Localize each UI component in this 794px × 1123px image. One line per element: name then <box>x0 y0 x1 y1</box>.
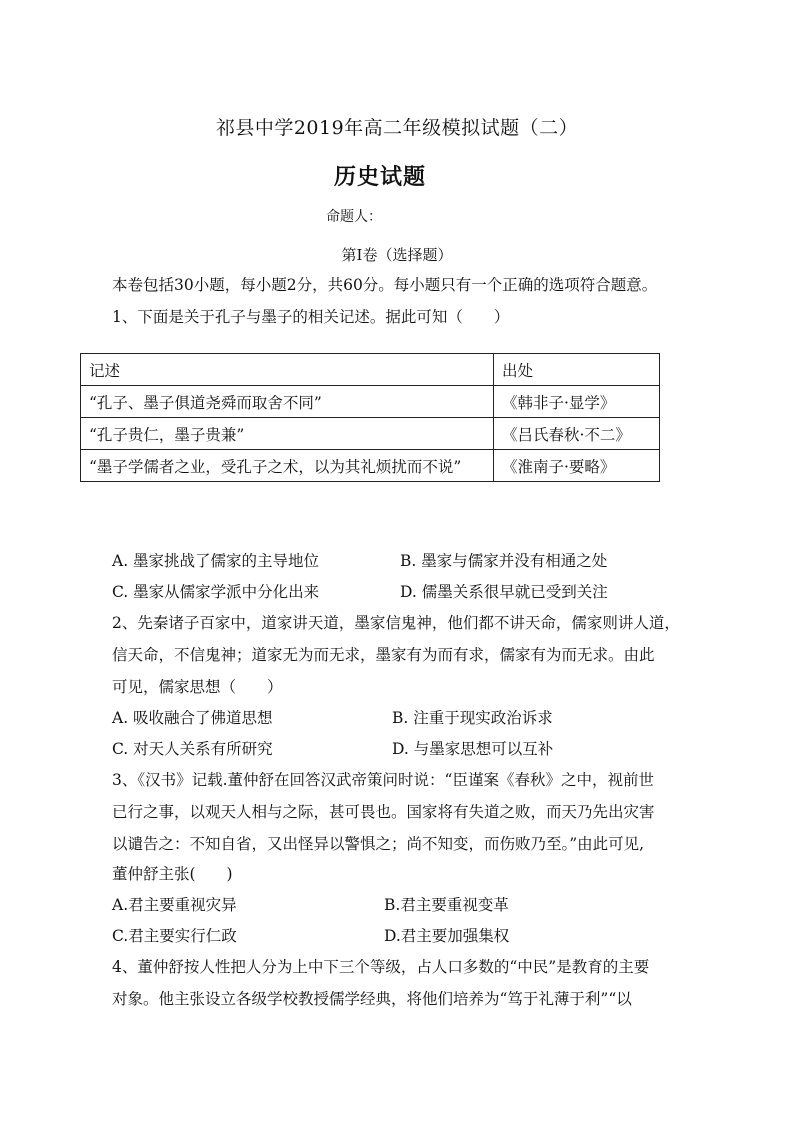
q1-option-a: A. 墨家挑战了儒家的主导地位 <box>112 552 320 570</box>
table-row <box>81 450 660 482</box>
q3-line: 已行之事，以观天人相与之际，甚可畏也。国家将有失道之败，而天乃先出灾害 <box>112 803 655 821</box>
q2-line: 2、先秦诸子百家中，道家讲天道，墨家信鬼神，他们都不讲天命，儒家则讲人道， <box>112 614 680 632</box>
exam-subtitle: 历史试题 <box>333 164 426 190</box>
table-header-row <box>81 354 660 386</box>
table-cell: 《吕氏春秋·不二》 <box>494 418 660 450</box>
q4-line: 对象。他主张设立各级学校教授儒学经典，将他们培养为“笃于礼薄于利”“以 <box>112 990 632 1008</box>
q2-option-a: A. 吸收融合了佛道思想 <box>112 709 273 727</box>
table-cell: “孔子、墨子俱道尧舜而取舍不同” <box>81 386 494 418</box>
table-cell: 《淮南子·要略》 <box>494 450 660 482</box>
q3-option-a: A.君主要重视灾异 <box>112 896 237 914</box>
q1-stem: 1、下面是关于孔子与墨子的相关记述。据此可知（ ） <box>112 308 510 326</box>
section-heading: 第Ⅰ卷（选择题） <box>341 246 453 264</box>
q3-line: 3、《汉书》记载.董仲舒在回答汉武帝策问时说：“臣谨案《春秋》之中，视前世 <box>112 771 654 789</box>
instructions: 本卷包括30小题，每小题2分，共60分。每小题只有一个正确的选项符合题意。 <box>112 276 658 294</box>
q1-option-b: B. 墨家与儒家并没有相通之处 <box>400 552 608 570</box>
exam-title: 祁县中学2019年高二年级模拟试题（二） <box>215 117 579 139</box>
table-cell: 《韩非子·显学》 <box>494 386 660 418</box>
q1-option-d: D. 儒墨关系很早就已受到关注 <box>400 583 608 601</box>
q3-option-c: C.君主要实行仁政 <box>112 927 237 945</box>
table-header-cell: 出处 <box>494 354 660 386</box>
table-header-cell: 记述 <box>81 354 494 386</box>
q2-option-d: D. 与墨家思想可以互补 <box>392 740 554 758</box>
q4-line: 4、董仲舒按人性把人分为上中下三个等级，占人口多数的“中民”是教育的主要 <box>112 958 650 976</box>
q3-line: 董仲舒主张( ) <box>112 865 233 883</box>
table-row <box>81 386 660 418</box>
q1-option-c: C. 墨家从儒家学派中分化出来 <box>112 583 320 601</box>
q3-option-b: B.君主要重视变革 <box>384 896 509 914</box>
q3-line: 以谴告之：不知自省，又出怪异以警惧之；尚不知变，而伤败乃至。”由此可见, <box>112 835 645 853</box>
table-row <box>81 418 660 450</box>
table-cell: “孔子贵仁，墨子贵兼” <box>81 418 494 450</box>
q2-line: 信天命，不信鬼神；道家无为而无求，墨家有为而有求，儒家有为而无求。由此 <box>112 646 655 664</box>
q2-line: 可见，儒家思想（ ） <box>112 678 283 696</box>
author-label: 命题人： <box>326 209 382 225</box>
q2-option-c: C. 对天人关系有所研究 <box>112 740 273 758</box>
q3-option-d: D.君主要加强集权 <box>384 927 510 945</box>
q2-option-b: B. 注重于现实政治诉求 <box>392 709 553 727</box>
q1-source-table <box>80 353 660 482</box>
table-cell: “墨子学儒者之业，受孔子之术，以为其礼烦扰而不说” <box>81 450 494 482</box>
